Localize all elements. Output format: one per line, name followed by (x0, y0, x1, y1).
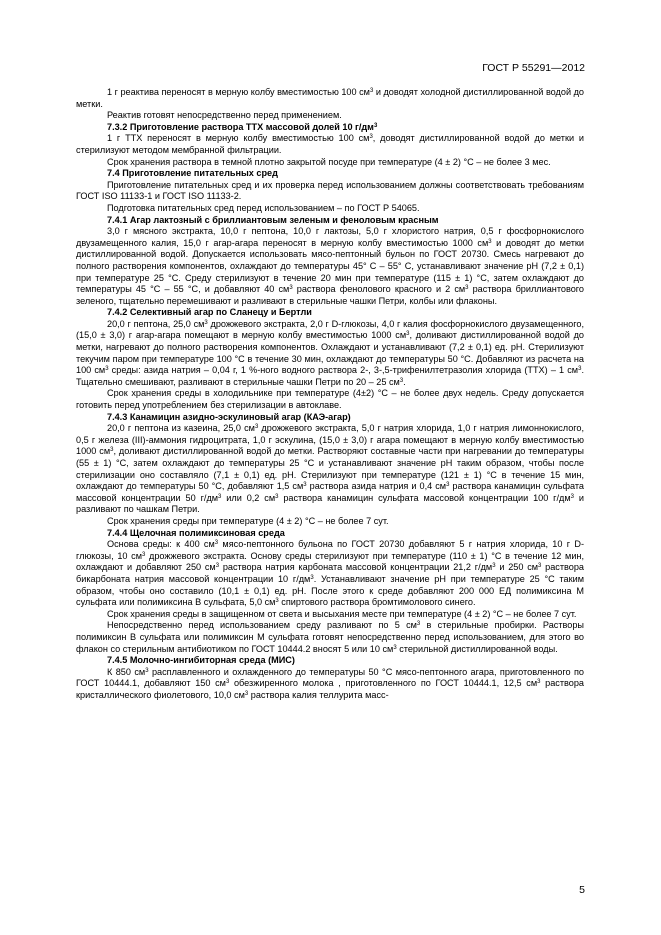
section-heading: 7.4 Приготовление питательных сред (107, 168, 278, 179)
paragraph: Непосредственно перед использованием среду разливают по 5 $см^3$ в стерильные пробирки. Растворы полимиксин В сульфата или полимиксин М сульфата готовят непосредственно перед использованием, для этого во флакон со стерильным антибиотиком по ГОСТ 10444.2 вносят 5 или 10 $см^3$ стерильной дистиллированной воды. (76, 620, 584, 654)
paragraph: Срок хранения среды при температуре (4 ± 2) °С – не более 7 сут. (107, 515, 389, 526)
paragraph: 1 г ТТХ переносят в мерную колбу вместимостью 100 $см^3$, доводят дистиллированной водой до метки и стерилизуют методом мембранной фильтрации. (76, 133, 584, 155)
standard-code-header: ГОСТ Р 55291—2012 (482, 62, 585, 74)
section-heading: 7.4.3 Канамицин азидно-эскулиновый агар (КАЭ-агар) (107, 411, 351, 422)
section-heading: 7.4.2 Селективный агар по Сланецу и Бертли (107, 307, 312, 318)
paragraph: 1 г реактива переносят в мерную колбу вместимостью 100 $см^3$ и доводят холодной дистиллированной водой до метки. (76, 87, 584, 109)
paragraph: Реактив готовят непосредственно перед применением. (107, 110, 342, 121)
paragraph: 3,0 г мясного экстракта, 10,0 г пептона, 10,0 г лактозы, 5,0 г хлористого натрия, 0,5 г фосфорнокислого двузамещенного калия, 15,0 г агар-агара переносят в мерную колбу вместимостью 1000 $см^3$ и доводят до метки дистиллированной водой. Допускается использовать мясо-пептонный бульон по ГОСТ 20730. Смесь нагревают до полного растворения компонентов, охлаждают до температуры 45° С – 55° С, устанавливают значение рН (7,2 ± 0,1) при температуре 25 °С. Среду стерилизуют в течение 20 мин при температуре (115 ± 1) °С, затем охлаждают до температуры 45 °С – 55 °С, и добавляют 40 $см^3$ раствора фенолового красного и 2 $см^3$ раствора бриллиантового зеленого, тщательно перемешивают и разливают в стерильные чашки Петри, колбы или флаконы. (76, 226, 585, 306)
section-heading: 7.4.4 Щелочная полимиксиновая среда (107, 527, 285, 538)
page-number: 5 (579, 884, 585, 896)
section-heading: 7.4.5 Молочно-ингибиторная среда (МИС) (107, 655, 295, 666)
paragraph: 20,0 г пептона из казеина, 25,0 $см^3$ дрожжевого экстракта, 5,0 г натрия хлорида, 1,0 г натрия лимоннокислого, 0,5 г железа (III)-аммония гидроцитрата, 1,0 г эскулина, (15,0 ± 3,0) г агара помещают в мерную колбу вместимостью 1000 $см^3$, доливают дистиллированной водой до метки. Растворяют составные части при нагревании до температуры (55 ± 1) °С, затем охлаждают до температуры 25 °С и устанавливают значение рН таким образом, чтобы после стерилизации оно составляло (7,1 ± 0,1) ед. рН. Стерилизуют при температуре (121 ± 1) °С в течение 15 мин, охлаждают до температуры 50 °С, добавляют 1,5 $см^3$ раствора азида натрия и 0,4 $см^3$ раствора канамицин сульфата массовой концентрации 50 $г/дм^3$ или 0,2 $см^3$ раствора канамицин сульфата массовой концентрации 100 $г/дм^3$ и разливают по чашкам Петри. (76, 423, 585, 515)
paragraph: 20,0 г пептона, 25,0 $см^3$ дрожжевого экстракта, 2,0 г D-глюкозы, 4,0 г калия фосфорнокислого двузамещенного, (15,0 ± 3,0) г агар-агара помещают в мерную колбу вместимостью 1000 $см^3$, доливают дистиллированной водой до метки, нагревают до полного растворения компонентов. Охлаждают и устанавливают (7,2 ± 0,1) ед. рН. Стерилизуют текучим паром при температуре 100 °С в течение 30 мин, охлаждают до температуры 50 °С. Добавляют из расчета на 100 $см^3$ среды: азида натрия – 0,04 г, 1 %-ного водного раствора 2-, 3-,5-трифенилтетразолия хлорида (ТТХ) – 1 $см^3$. Тщательно смешивают, разливают в стерильные чашки Петри по 20 – 25 $см^3$. (76, 318, 584, 387)
paragraph: К 850 $см^3$ расплавленного и охлажденного до температуры 50 °С мясо-пептонного агара, приготовленного по ГОСТ 10444.1, добавляют 150 $см^3$ обезжиренного молока , приготовленного по ГОСТ 10444.1, 12,5 $см^3$ раствора кристаллического фиолетового, 10,0 $см^3$ раствора калия теллурита масс- (76, 666, 585, 700)
document-body (76, 87, 584, 701)
paragraph: Основа среды: к 400 $см^3$ мясо-пептонного бульона по ГОСТ 20730 добавляют 5 г натрия хлорида, 10 г D-глюкозы, 10 $см^3$ дрожжевого экстракта. Основу среды стерилизуют при температуре (110 ± 1) °С в течение 12 мин, охлаждают и добавляют 250 $см^3$ раствора натрия карбоната массовой концентрации 21,2 $г/дм^3$ и 250 $см^3$ раствора бикарбоната натрия массовой концентрации 10 $г/дм^3$. Устанавливают значение рН при температуре 25 °С таким образом, чтобы оно составило (10,1 ± 0,1) ед. рН. После этого к среде добавляют 200 000 ЕД полимиксина М сульфата или полимиксина В сульфата, 5,0 $см^3$ спиртового раствора бромтимолового синего. (76, 539, 585, 608)
section-heading: 7.3.2 Приготовление раствора ТТХ массовой долей 10 $г/дм^3$ (107, 121, 378, 132)
paragraph: Срок хранения среды в холодильнике при температуре (4±2) °С – не более двух недель. Среду допускается готовить перед употреблением без стерилизации в автоклаве. (76, 388, 584, 411)
section-heading: 7.4.1 Агар лактозный с бриллиантовым зеленым и феноловым красным (107, 214, 439, 225)
paragraph: Срок хранения раствора в темной плотно закрытой посуде при температуре (4 ± 2) °С – не более 3 мес. (107, 156, 551, 167)
paragraph: Срок хранения среды в защищенном от света и высыхания месте при температуре (4 ± 2) °С – не более 7 сут. (107, 608, 577, 619)
paragraph: Приготовление питательных сред и их проверка перед использованием должны соответствовать требованиям ГОСТ ISO 11133-1 и ГОСТ ISO 11133-2. (76, 179, 584, 202)
paragraph: Подготовка питательных сред перед использованием – по ГОСТ Р 54065. (107, 202, 420, 213)
